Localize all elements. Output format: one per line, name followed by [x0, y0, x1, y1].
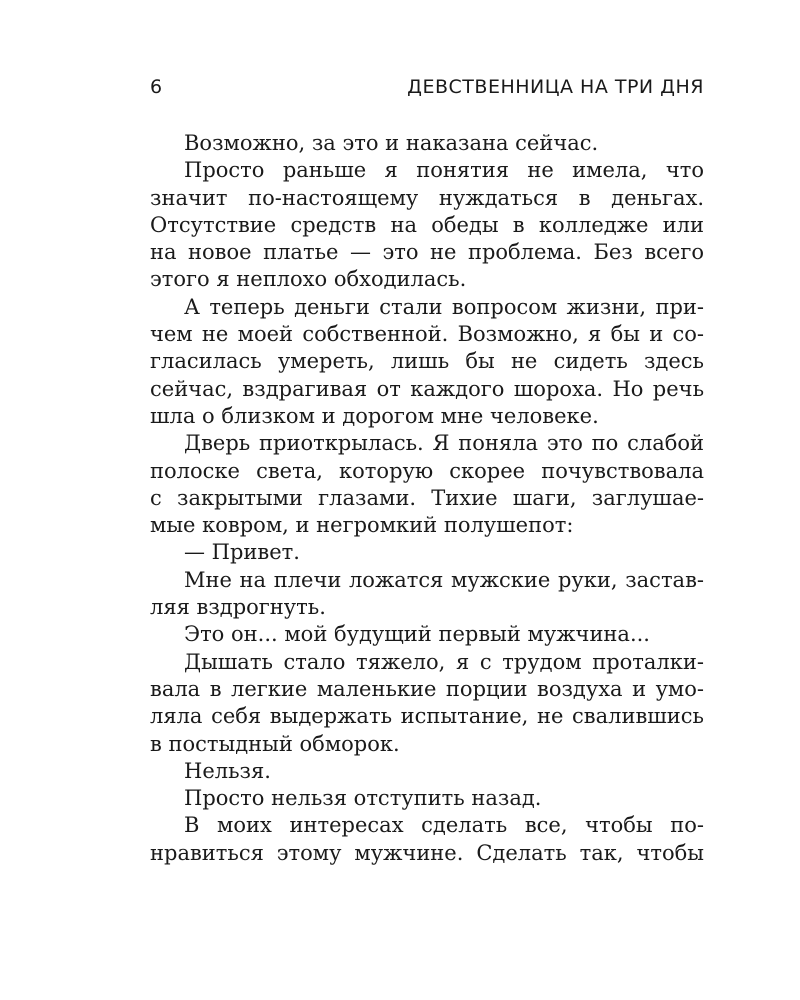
text-line: Просто раньше я понятия не имела, что	[184, 158, 704, 183]
text-line: Мне на плечи ложатся мужские руки, застав-	[184, 567, 704, 592]
text-line: полоске света, которую скорее почувствовала	[150, 458, 704, 483]
text-line: этого я неплохо обходилась.	[150, 267, 467, 292]
text-line: нравиться этому мужчине. Сделать так, чтобы	[150, 840, 704, 865]
text-line: вала в легкие маленькие порции воздуха и умо-	[150, 676, 704, 701]
body-text	[150, 130, 704, 867]
text-line: Отсутствие средств на обеды в колледже или	[150, 212, 704, 237]
text-line: Дышать стало тяжело, я с трудом проталки-	[184, 649, 704, 674]
text-line: мые ковром, и негромкий полушепот:	[150, 513, 574, 538]
text-line: шла о близком и дорогом мне человеке.	[150, 403, 599, 428]
text-line: чем не моей собственной. Возможно, я бы и со-	[150, 322, 704, 347]
page-number: 6	[150, 76, 163, 98]
text-line: Просто нельзя отступить назад.	[184, 786, 542, 811]
text-line: значит по-настоящему нуждаться в деньгах.	[150, 185, 704, 210]
text-line: в постыдный обморок.	[150, 731, 400, 756]
text-line: с закрытыми глазами. Тихие шаги, заглушае-	[150, 485, 704, 510]
text-line: Нельзя.	[184, 758, 271, 783]
text-line: В моих интересах сделать все, чтобы по-	[184, 813, 704, 838]
text-line: гласилась умереть, лишь бы не сидеть здесь	[150, 349, 704, 374]
text-line: Это он... мой будущий первый мужчина...	[184, 622, 650, 647]
text-line: Возможно, за это и наказана сейчас.	[184, 131, 599, 155]
running-header	[150, 76, 704, 104]
text-line: А теперь деньги стали вопросом жизни, при-	[184, 294, 704, 319]
text-line: — Привет.	[184, 540, 300, 565]
text-line: на новое платье — это не проблема. Без всего	[150, 240, 704, 265]
book-title: ДЕВСТВЕННИЦА НА ТРИ ДНЯ	[407, 76, 704, 98]
text-line: ляя вздрогнуть.	[150, 595, 326, 620]
text-line: ляла себя выдержать испытание, не свалившись	[150, 704, 704, 729]
text-line: Дверь приоткрылась. Я поняла это по слабой	[184, 431, 704, 456]
text-line: сейчас, вздрагивая от каждого шороха. Но речь	[150, 376, 704, 401]
